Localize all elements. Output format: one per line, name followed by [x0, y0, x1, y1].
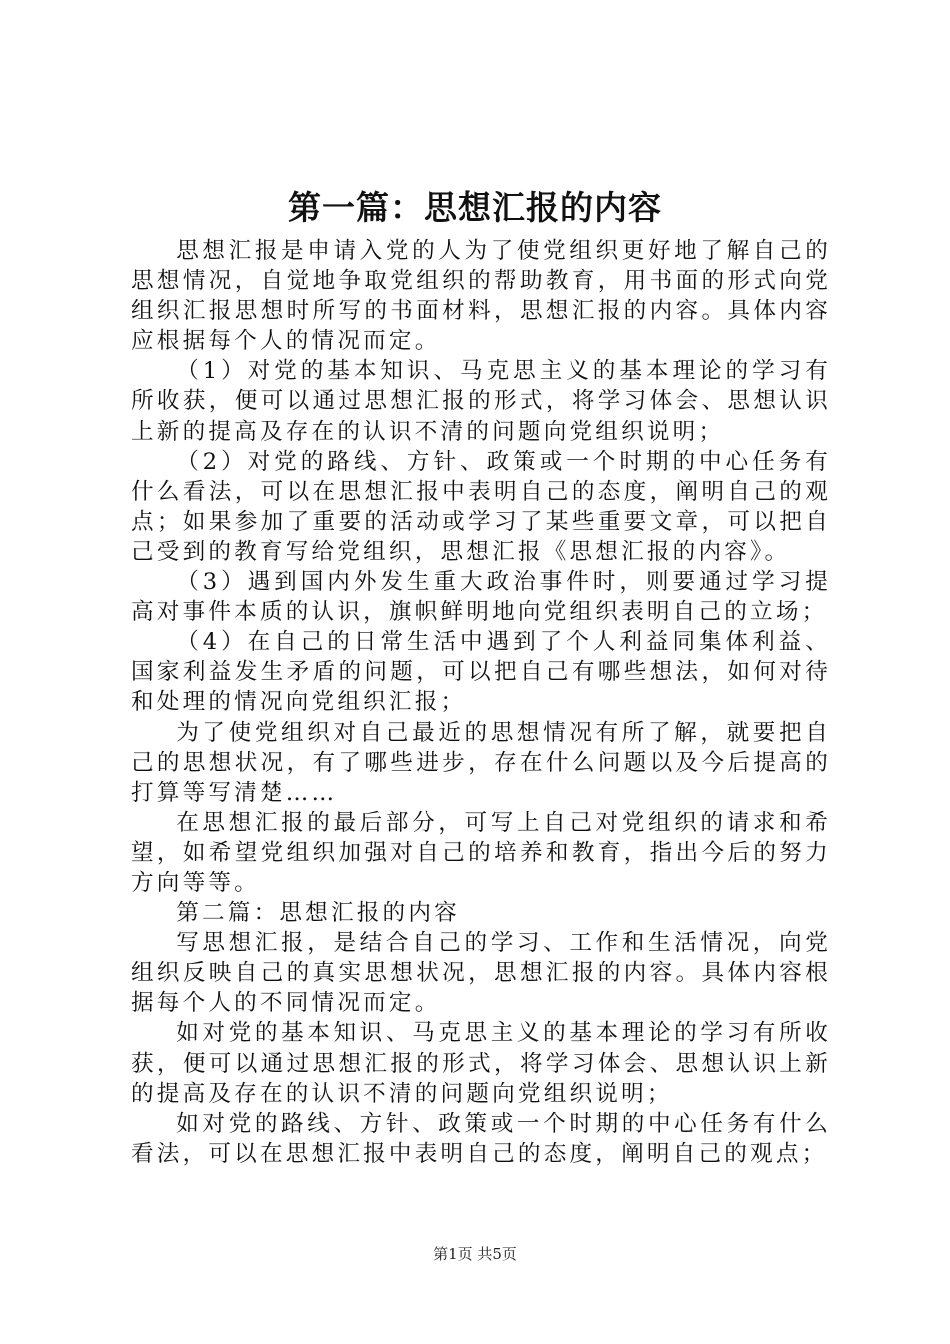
paragraph: 如对党的路线、方针、政策或一个时期的中心任务有什么看法，可以在思想汇报中表明自己的态度，阐明自己的观点；	[131, 1110, 831, 1167]
paragraph: （1）对党的基本知识、马克思主义的基本理论的学习有所收获，便可以通过思想汇报的形式，将学习体会、思想认识上新的提高及存在的认识不清的问题向党组织说明；	[131, 358, 831, 445]
paragraph: 为了使党组织对自己最近的思想情况有所了解，就要把自己的思想状况，有了哪些进步，存在什么问题以及今后提高的打算等写清楚……	[131, 719, 831, 806]
document-body	[131, 236, 831, 1169]
paragraph: （2）对党的路线、方针、政策或一个时期的中心任务有什么看法，可以在思想汇报中表明自己的态度，阐明自己的观点；如果参加了重要的活动或学习了某些重要文章，可以把自己受到的教育写给党组织，思想汇报《思想汇报的内容》。	[131, 448, 831, 565]
paragraph: （3）遇到国内外发生重大政治事件时，则要通过学习提高对事件本质的认识，旗帜鲜明地向党组织表明自己的立场；	[131, 569, 831, 626]
paragraph: （4）在自己的日常生活中遇到了个人利益同集体利益、国家利益发生矛盾的问题，可以把自己有哪些想法，如何对待和处理的情况向党组织汇报；	[131, 629, 831, 716]
paragraph: 写思想汇报，是结合自己的学习、工作和生活情况，向党组织反映自己的真实思想状况，思想汇报的内容。具体内容根据每个人的不同情况而定。	[131, 930, 831, 1017]
paragraph: 思想汇报是申请入党的人为了使党组织更好地了解自己的思想情况，自觉地争取党组织的帮助教育，用书面的形式向党组织汇报思想时所写的书面材料，思想汇报的内容。具体内容应根据每个人的情况而定。	[131, 238, 831, 355]
paragraph: 如对党的基本知识、马克思主义的基本理论的学习有所收获，便可以通过思想汇报的形式，将学习体会、思想认识上新的提高及存在的认识不清的问题向党组织说明；	[131, 1020, 831, 1107]
document-title: 第一篇：思想汇报的内容	[288, 188, 662, 227]
section-heading: 第二篇：思想汇报的内容	[176, 900, 460, 927]
page-footer: 第1页 共5页	[433, 1245, 517, 1263]
paragraph: 在思想汇报的最后部分，可写上自己对党组织的请求和希望，如希望党组织加强对自己的培养和教育，指出今后的努力方向等等。	[131, 809, 831, 896]
